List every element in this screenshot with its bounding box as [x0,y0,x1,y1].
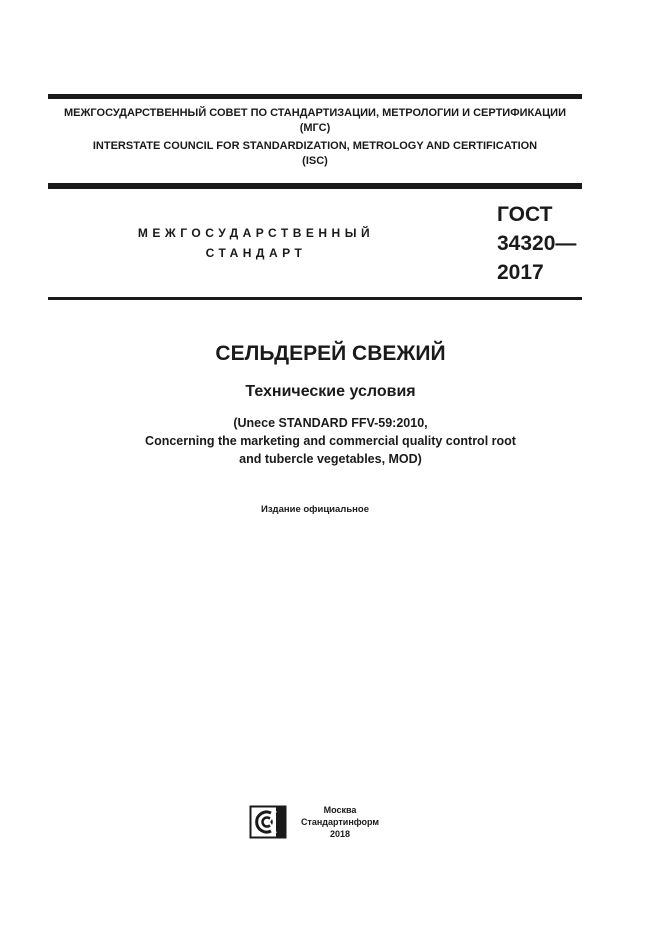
council-en-line1: INTERSTATE COUNCIL FOR STANDARDIZATION, METROLOGY AND CERTIFICATION [92,140,538,152]
publisher-year: 2018 [329,829,351,839]
designation-year: 2017 [497,261,544,284]
bottom-divider [48,297,582,300]
council-ru-line1: МЕЖГОСУДАРСТВЕННЫЙ СОВЕТ ПО СТАНДАРТИЗАЦИИ, МЕТРОЛОГИИ И СЕРТИФИКАЦИИ [63,107,566,119]
edition-note: Издание официальное [261,504,369,515]
council-ru-abbrev: (МГС) [299,122,331,134]
council-name-ru [48,106,582,136]
council-name-en [48,139,582,169]
designation-number: 34320— [497,232,577,255]
middle-divider [48,183,582,189]
reference-line2: Concerning the marketing and commercial quality control root [145,434,516,448]
standard-type-line2: СТАНДАРТ [205,246,307,260]
reference-line3: and tubercle vegetables, MOD) [239,452,422,466]
publisher-city: Москва [323,805,357,815]
publisher-info [300,804,380,840]
reference-standard [0,414,661,468]
council-en-abbrev: (ISC) [302,155,328,167]
standard-type-line1: МЕЖГОСУДАРСТВЕННЫЙ [137,226,375,240]
designation-prefix: ГОСТ [497,203,553,226]
standard-type-label [126,223,386,263]
document-title: СЕЛЬДЕРЕЙ СВЕЖИЙ [215,342,446,365]
standartinform-logo-icon [249,805,287,839]
publisher-name: Стандартинформ [300,817,380,827]
standard-designation [497,200,576,287]
document-subtitle: Технические условия [245,383,416,400]
reference-line1: (Unece STANDARD FFV-59:2010, [233,416,428,430]
top-divider [48,94,582,99]
